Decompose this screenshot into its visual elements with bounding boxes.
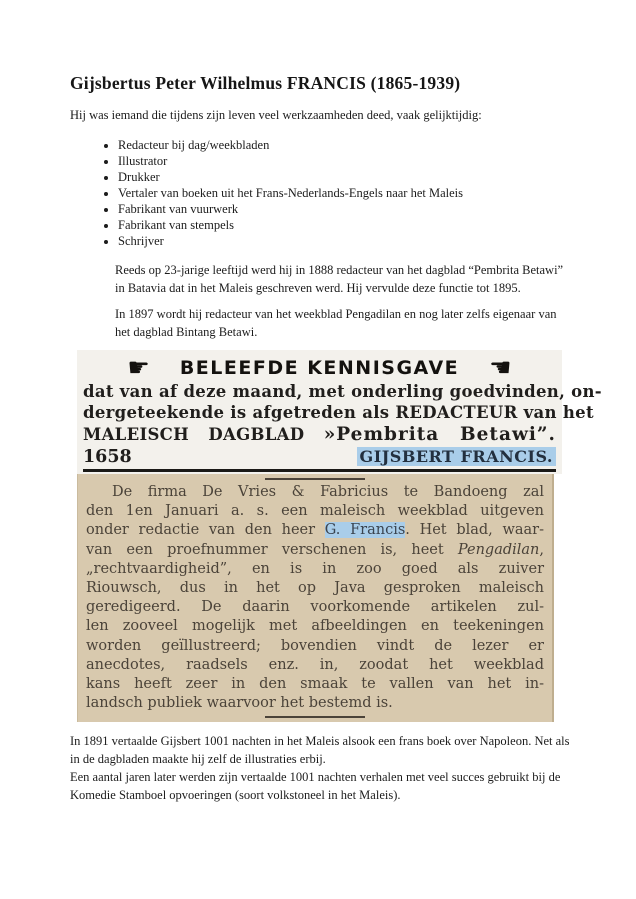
- clipping-bottom-rule: [83, 469, 556, 472]
- article-segment: onder redactie van den heer: [86, 522, 325, 539]
- highlighted-name: G. Francis: [324, 522, 406, 539]
- article-line: Riouwsch, dus in het op Java gesproken maleisch: [86, 580, 544, 597]
- article-segment: . Het blad, waar-: [405, 522, 544, 539]
- pointing-hand-left-icon: ☚: [489, 353, 512, 382]
- paragraph-1888: Reeds op 23-jarige leeftijd werd hij in 1888 redacteur van het dagblad “Pembrita Betawi” in Batavia dat in het Maleis geschreven werd. Hij vervulde deze functie tot 1895.: [115, 263, 564, 295]
- article-segment: ,: [539, 541, 544, 558]
- clipping-text-line: [83, 423, 556, 446]
- advert-number: 1658: [83, 447, 132, 467]
- list-item: • Illustrator: [118, 153, 566, 169]
- article-line: len zooveel mogelijk met afbeeldingen en teekeningen: [86, 618, 544, 635]
- closing-paragraph: In 1891 vertaalde Gijsbert 1001 nachten in het Maleis alsook een frans boek over Napoleon. Net als in de dagbladen maakte hij zelf de illustraties erbij.: [70, 734, 570, 766]
- clipping-headline: BELEEFDE KENNISGAVE: [179, 357, 460, 379]
- clipping-text-line: dergeteekende is afgetreden als REDACTEUR van het: [83, 403, 594, 422]
- closing-paragraph: Een aantal jaren later werden zijn vertaalde 1001 nachten verhalen met veel succes gebruikt bij de Komedie Stamboel opvoeringen (soort volkstoneel in het Maleis).: [70, 770, 561, 802]
- highlighted-signature: GIJSBERT FRANCIS.: [357, 447, 556, 466]
- intro-paragraph: Hij was iemand die tijdens zijn leven veel werkzaamheden deed, vaak gelijktijdig:: [70, 108, 482, 122]
- article-line: [86, 541, 544, 560]
- article-line: geredigeerd. De daarin voorkomende artikelen zul-: [86, 599, 544, 616]
- list-item: • Fabrikant van vuurwerk: [118, 201, 566, 217]
- clipping-headline-row: [83, 355, 556, 381]
- list-item: • Redacteur bij dag/weekbladen: [118, 137, 566, 153]
- article-line: anecdotes, raadsels enz. in, zoodat het weekblad: [86, 656, 544, 673]
- page-title: Gijsbertus Peter Wilhelmus FRANCIS (1865-1939): [70, 73, 461, 93]
- newspaper-clipping-article: [77, 474, 554, 722]
- article-line: landsch publiek waarvoor het bestemd is.: [86, 695, 393, 712]
- pointing-hand-right-icon: ☛: [127, 353, 150, 382]
- article-bottom-divider: [265, 716, 365, 718]
- journal-name-italic: Pengadilan: [457, 541, 540, 558]
- article-line: [86, 521, 544, 540]
- clipping-signature-row: [83, 447, 556, 467]
- newspaper-name: »Pembrita Betawi”.: [323, 424, 557, 445]
- article-segment: van een proefnummer verschenen is, heet: [86, 541, 458, 558]
- article-line: kans heeft zeer in den smaak te vallen van het in-: [86, 676, 544, 693]
- list-item: • Schrijver: [118, 233, 566, 249]
- article-line: De firma De Vries & Fabricius te Bandoeng zal: [112, 484, 544, 500]
- closing-paragraphs: [70, 732, 570, 804]
- clipping-text-segment: MALEISCH DAGBLAD: [83, 425, 305, 444]
- activities-list: [70, 137, 566, 249]
- article-line: den 1en Januari a. s. een maleisch weekblad uitgeven: [86, 503, 544, 520]
- list-item: • Drukker: [118, 169, 566, 185]
- clipping-text-line: dat van af deze maand, met onderling goedvinden, on-: [83, 382, 602, 401]
- newspaper-clipping-announcement: [77, 350, 602, 474]
- article-top-divider: [265, 478, 365, 480]
- paragraph-1897: In 1897 wordt hij redacteur van het weekblad Pengadilan en nog later zelfs eigenaar van het dagblad Bintang Betawi.: [115, 307, 557, 339]
- article-line: worden geïllustreerd; bovendien vindt de lezer er: [86, 637, 544, 654]
- article-line: „rechtvaardigheid”, en is in zoo goed als zuiver: [86, 560, 544, 577]
- list-item: • Vertaler van boeken uit het Frans-Nederlands-Engels naar het Maleis: [118, 185, 566, 201]
- list-item: • Fabrikant van stempels: [118, 217, 566, 233]
